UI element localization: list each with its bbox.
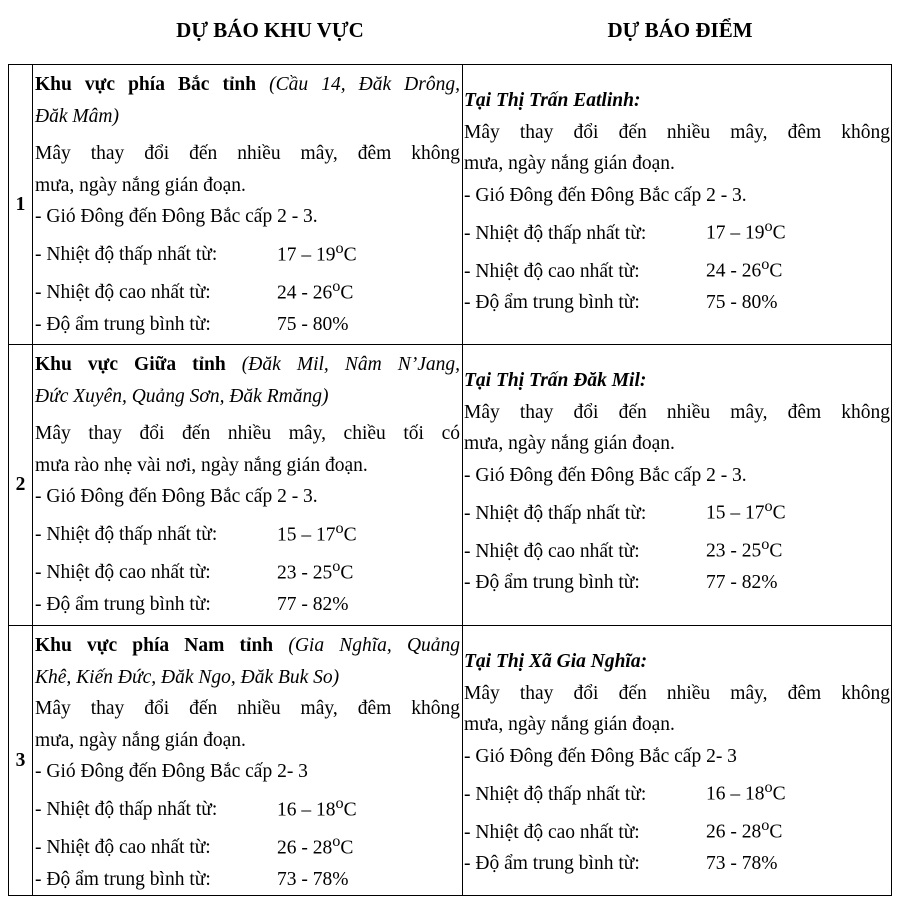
humidity-label: - Độ ẩm trung bình từ: <box>35 313 211 335</box>
humidity-value: 75 - 80% <box>706 292 778 313</box>
area-desc: Mây thay đổi đến nhiều mây, đêm không <box>35 143 460 164</box>
temp-unit: C <box>343 524 357 545</box>
temp-unit: C <box>769 821 783 843</box>
area-desc: Mây thay đổi đến nhiều mây, chiều tối có <box>35 423 460 444</box>
area-places-cont: Đức Xuyên, Quảng Sơn, Đăk Rmăng) <box>35 385 329 407</box>
table-row <box>9 65 892 345</box>
area-title-line <box>35 69 460 101</box>
area-title-line <box>35 630 460 662</box>
min-temp-line: - Nhiệt độ thấp nhất từ: 15 – 17$^o$C <box>35 513 460 551</box>
area-title-line <box>35 349 460 381</box>
point-desc: Mây thay đổi đến nhiều mây, đêm không <box>464 682 890 704</box>
min-temp-label: - Nhiệt độ thấp nhất từ: <box>464 783 647 805</box>
table-row <box>9 345 892 626</box>
area-forecast-cell <box>33 626 463 896</box>
temp-unit: C <box>340 282 354 303</box>
area-places-cont: Đăk Mâm) <box>35 105 119 127</box>
area-title: Khu vực phía Bắc tỉnh <box>35 74 257 95</box>
humidity-label: - Độ ẩm trung bình từ: <box>35 868 211 890</box>
point-forecast-cell <box>463 65 892 345</box>
max-temp-label: - Nhiệt độ cao nhất từ: <box>35 282 211 303</box>
humidity-line <box>35 589 460 621</box>
humidity-line <box>35 864 460 896</box>
max-temp-line: - Nhiệt độ cao nhất từ: 24 - 26$^o$C <box>35 271 460 309</box>
temp-unit: C <box>772 222 786 244</box>
min-temp-value: 17 – 19 <box>706 222 765 244</box>
temp-unit: C <box>343 244 357 265</box>
temp-unit: C <box>769 260 783 282</box>
temp-unit: C <box>343 799 357 820</box>
area-places: (Gia Nghĩa, Quảng <box>288 635 461 656</box>
min-temp-value: 16 – 18 <box>706 783 765 805</box>
area-desc: Mây thay đổi đến nhiều mây, đêm không <box>35 698 460 719</box>
point-desc: Mây thay đổi đến nhiều mây, đêm không <box>464 401 890 423</box>
min-temp-label: - Nhiệt độ thấp nhất từ: <box>35 799 218 820</box>
max-temp-label: - Nhiệt độ cao nhất từ: <box>35 837 211 858</box>
area-desc-cont: mưa rào nhẹ vài nơi, ngày nắng gián đoạn. <box>35 454 368 476</box>
point-desc-cont: mưa, ngày nắng gián đoạn. <box>464 153 675 174</box>
max-temp-value: 26 - 28 <box>706 821 762 843</box>
wind-text: - Gió Đông đến Đông Bắc cấp 2 - 3. <box>464 464 747 486</box>
point-forecast-header: DỰ BÁO ĐIỂM <box>607 18 753 42</box>
point-title: Tại Thị Xã Gia Nghĩa: <box>464 651 648 672</box>
humidity-value: 75 - 80% <box>277 313 349 335</box>
area-forecast-header: DỰ BÁO KHU VỰC <box>176 18 364 42</box>
humidity-line <box>464 287 890 319</box>
wind-text: - Gió Đông đến Đông Bắc cấp 2 - 3. <box>464 184 747 206</box>
point-desc: Mây thay đổi đến nhiều mây, đêm không <box>464 121 890 143</box>
max-temp-value: 24 - 26 <box>706 260 762 282</box>
min-temp-line: - Nhiệt độ thấp nhất từ: 17 – 19$^o$C <box>35 233 460 271</box>
max-temp-line: - Nhiệt độ cao nhất từ: 23 - 25$^o$C <box>35 551 460 589</box>
min-temp-line: - Nhiệt độ thấp nhất từ: 16 – 18$^o$C <box>464 772 890 810</box>
point-title: Tại Thị Trấn Eatlinh: <box>464 90 641 111</box>
point-forecast-cell <box>463 626 892 896</box>
max-temp-label: - Nhiệt độ cao nhất từ: <box>464 821 640 843</box>
area-forecast-cell <box>33 65 463 345</box>
humidity-label: - Độ ẩm trung bình từ: <box>464 292 640 313</box>
max-temp-line: - Nhiệt độ cao nhất từ: 26 - 28$^o$C <box>464 810 890 848</box>
area-desc-cont: mưa, ngày nắng gián đoạn. <box>35 174 246 196</box>
max-temp-label: - Nhiệt độ cao nhất từ: <box>464 260 640 282</box>
max-temp-value: 23 - 25 <box>277 562 333 583</box>
temp-unit: C <box>340 837 354 858</box>
wind-text: - Gió Đông đến Đông Bắc cấp 2- 3 <box>464 745 737 767</box>
area-forecast-cell <box>33 345 463 626</box>
forecast-table <box>8 64 892 896</box>
point-desc-cont: mưa, ngày nắng gián đoạn. <box>464 433 675 454</box>
min-temp-label: - Nhiệt độ thấp nhất từ: <box>35 244 218 265</box>
max-temp-value: 24 - 26 <box>277 282 333 303</box>
humidity-label: - Độ ẩm trung bình từ: <box>464 572 640 593</box>
row-number: 1 <box>9 65 33 345</box>
area-places-cont: Khê, Kiến Đức, Đăk Ngo, Đăk Buk So) <box>35 666 340 688</box>
humidity-line <box>464 567 890 599</box>
min-temp-label: - Nhiệt độ thấp nhất từ: <box>35 524 218 545</box>
min-temp-value: 17 – 19 <box>277 244 336 265</box>
wind-text: - Gió Đông đến Đông Bắc cấp 2 - 3. <box>35 206 318 227</box>
humidity-value: 77 - 82% <box>706 572 778 593</box>
temp-unit: C <box>772 502 786 524</box>
area-places: (Cầu 14, Đăk Drông, <box>269 74 460 95</box>
humidity-label: - Độ ẩm trung bình từ: <box>35 593 211 615</box>
temp-unit: C <box>769 540 783 562</box>
wind-text: - Gió Đông đến Đông Bắc cấp 2- 3 <box>35 761 308 782</box>
point-desc-cont: mưa, ngày nắng gián đoạn. <box>464 714 675 735</box>
min-temp-value: 16 – 18 <box>277 799 336 820</box>
area-desc-cont: mưa, ngày nắng gián đoạn. <box>35 729 246 751</box>
max-temp-value: 26 - 28 <box>277 837 333 858</box>
area-title: Khu vực Giữa tỉnh <box>35 354 226 375</box>
min-temp-value: 15 – 17 <box>277 524 336 545</box>
humidity-line <box>464 848 890 880</box>
max-temp-value: 23 - 25 <box>706 540 762 562</box>
table-row <box>9 626 892 896</box>
area-places: (Đăk Mil, Nâm N’Jang, <box>241 354 460 375</box>
min-temp-line: - Nhiệt độ thấp nhất từ: 17 – 19$^o$C <box>464 211 890 249</box>
max-temp-line: - Nhiệt độ cao nhất từ: 26 - 28$^o$C <box>35 826 460 864</box>
max-temp-label: - Nhiệt độ cao nhất từ: <box>35 562 211 583</box>
max-temp-line: - Nhiệt độ cao nhất từ: 24 - 26$^o$C <box>464 249 890 287</box>
humidity-value: 77 - 82% <box>277 593 349 615</box>
humidity-value: 73 - 78% <box>706 853 778 874</box>
humidity-line <box>35 309 460 341</box>
min-temp-value: 15 – 17 <box>706 502 765 524</box>
point-title: Tại Thị Trấn Đăk Mil: <box>464 370 647 391</box>
wind-text: - Gió Đông đến Đông Bắc cấp 2 - 3. <box>35 486 318 507</box>
temp-unit: C <box>340 562 354 583</box>
humidity-label: - Độ ẩm trung bình từ: <box>464 853 640 874</box>
row-number: 2 <box>9 345 33 626</box>
min-temp-label: - Nhiệt độ thấp nhất từ: <box>464 502 647 524</box>
max-temp-label: - Nhiệt độ cao nhất từ: <box>464 540 640 562</box>
min-temp-line: - Nhiệt độ thấp nhất từ: 15 – 17$^o$C <box>464 491 890 529</box>
humidity-value: 73 - 78% <box>277 868 349 890</box>
max-temp-line: - Nhiệt độ cao nhất từ: 23 - 25$^o$C <box>464 529 890 567</box>
point-forecast-cell <box>463 345 892 626</box>
row-number: 3 <box>9 626 33 896</box>
min-temp-label: - Nhiệt độ thấp nhất từ: <box>464 222 647 244</box>
area-title: Khu vực phía Nam tỉnh <box>35 635 274 656</box>
min-temp-line: - Nhiệt độ thấp nhất từ: 16 – 18$^o$C <box>35 788 460 826</box>
temp-unit: C <box>772 783 786 805</box>
